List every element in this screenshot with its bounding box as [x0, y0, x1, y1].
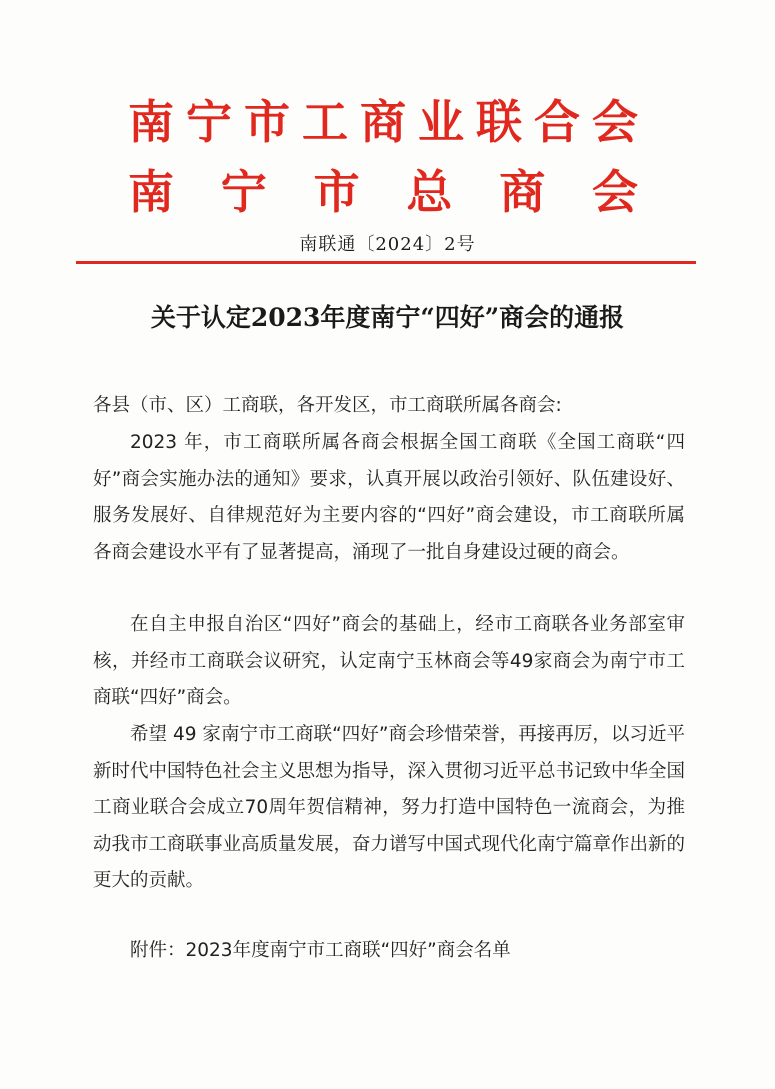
document-number: 南联通〔2024〕2号: [299, 234, 476, 255]
attachment-note: 附件：2023年度南宁市工商联“四好”商会名单: [130, 940, 511, 961]
document-title: 关于认定2023年度南宁“四好”商会的通报: [150, 303, 625, 332]
paragraph-1: 2023 年，市工商联所属各商会根据全国工商联《全国工商联“四好”商会实施办法的通知》要求，认真开展以政治引领好、队伍建设好、服务发展好、自律规范好为主要内容的“四好”商会建设，市工商联所属各商会建设水平有了显著提高，涌现了一批自身建设过硬的商会。: [93, 432, 685, 563]
org-name-primary: 南宁市工商业联合会: [128, 95, 638, 149]
red-header-divider: [76, 261, 696, 264]
salutation: 各县（市、区）工商联，各开发区，市工商联所属各商会:: [93, 395, 562, 416]
paragraph-3: 希望 49 家南宁市工商联“四好”商会珍惜荣誉，再接再厉，以习近平新时代中国特色社会主义思想为指导，深入贯彻习近平总书记致中华全国工商业联合会成立70周年贺信精神，努力打造中国特色一流商会，为推动我市工商联事业高质量发展，奋力谱写中国式现代化南宁篇章作出新的更大的贡献。: [93, 724, 686, 891]
paragraph-2: 在自主申报自治区“四好”商会的基础上，经市工商联各业务部室审核，并经市工商联会议研究，认定南宁玉林商会等49家商会为南宁市工商联“四好”商会。: [93, 614, 685, 708]
org-name-secondary: 南宁市总商会: [128, 165, 638, 219]
